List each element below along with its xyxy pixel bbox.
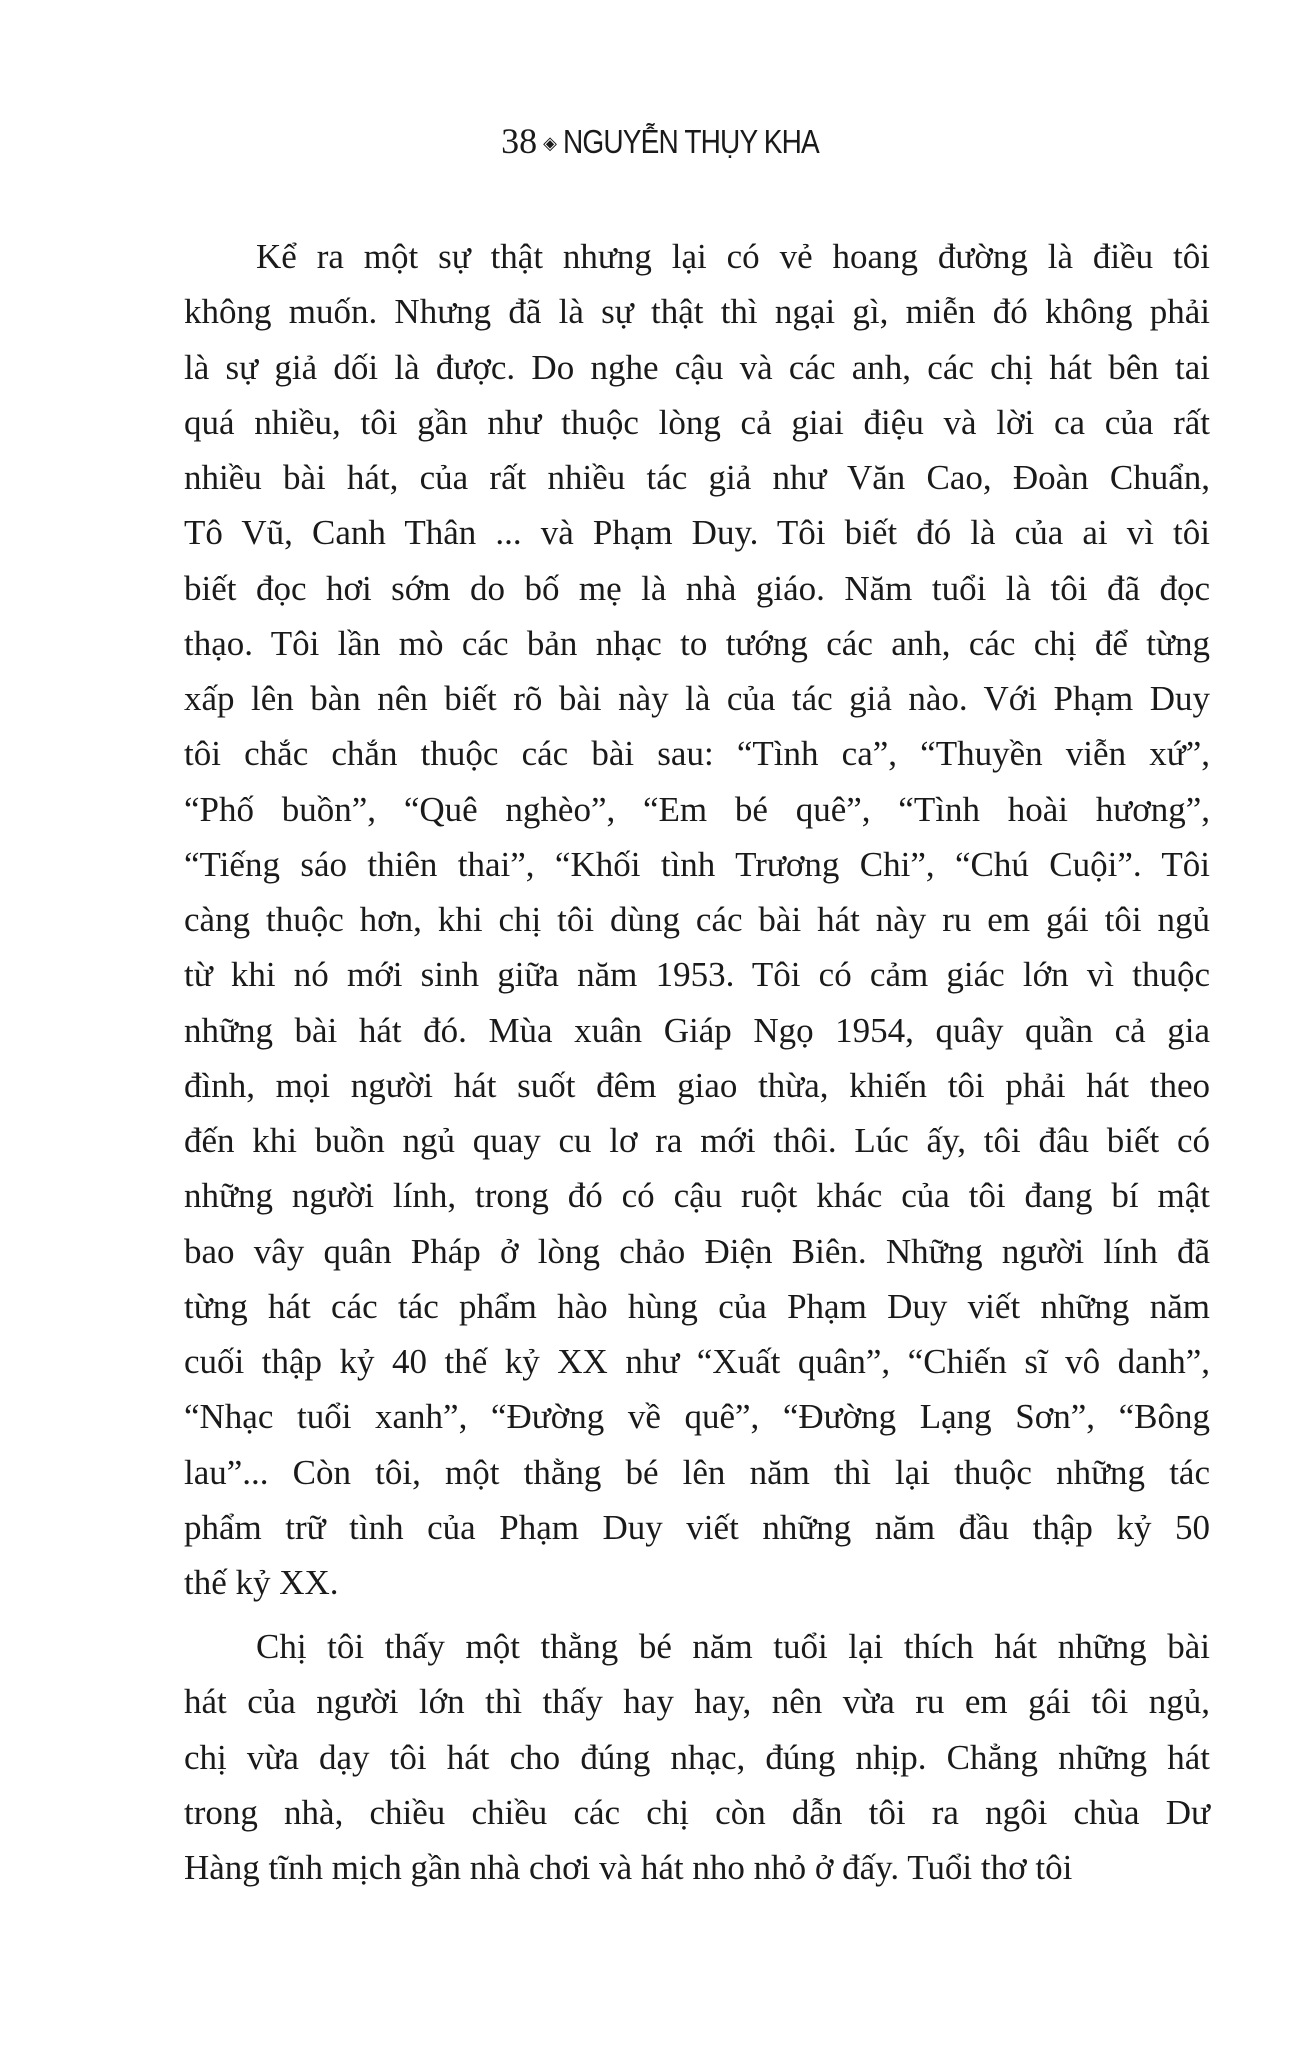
text-line: bao vây quân Pháp ở lòng chảo Điện Biên. Những người lính đã xyxy=(184,1231,1210,1271)
author-name: NGUYỄN THỤY KHA xyxy=(562,123,819,160)
text-line: quá nhiều, tôi gần như thuộc lòng cả giai điệu và lời ca của rất xyxy=(184,402,1210,442)
page-number: 38 xyxy=(501,121,538,161)
text-line: chị vừa dạy tôi hát cho đúng nhạc, đúng nhịp. Chẳng những hát xyxy=(184,1737,1210,1777)
text-line: từng hát các tác phẩm hào hùng của Phạm Duy viết những năm xyxy=(184,1286,1210,1326)
text-line: đình, mọi người hát suốt đêm giao thừa, khiến tôi phải hát theo xyxy=(184,1065,1210,1105)
text-line: từ khi nó mới sinh giữa năm 1953. Tôi có cảm giác lớn vì thuộc xyxy=(184,955,1210,995)
text-line: lau”... Còn tôi, một thằng bé lên năm thì lại thuộc những tác xyxy=(184,1452,1210,1492)
text-line: biết đọc hơi sớm do bố mẹ là nhà giáo. Năm tuổi là tôi đã đọc xyxy=(184,568,1210,608)
text-line: tôi chắc chắn thuộc các bài sau: “Tình ca”, “Thuyền viễn xứ”, xyxy=(184,734,1210,774)
text-line: là sự giả dối là được. Do nghe cậu và các anh, các chị hát bên tai xyxy=(184,347,1210,387)
diamond-ornament-icon: ◈ xyxy=(543,133,557,154)
text-line: Hàng tĩnh mịch gần nhà chơi và hát nho nhỏ ở đấy. Tuổi thơ tôi xyxy=(184,1848,1073,1887)
text-line: Chị tôi thấy một thằng bé năm tuổi lại thích hát những bài xyxy=(256,1627,1210,1666)
text-line: càng thuộc hơn, khi chị tôi dùng các bài hát này ru em gái tôi ngủ xyxy=(184,900,1210,939)
text-line: cuối thập kỷ 40 thế kỷ XX như “Xuất quân”, “Chiến sĩ vô danh”, xyxy=(184,1342,1210,1381)
text-line: đến khi buồn ngủ quay cu lơ ra mới thôi. Lúc ấy, tôi đâu biết có xyxy=(184,1121,1210,1160)
text-line: “Nhạc tuổi xanh”, “Đường về quê”, “Đường Lạng Sơn”, “Bông xyxy=(184,1397,1210,1437)
text-line: Tô Vũ, Canh Thân ... và Phạm Duy. Tôi biết đó là của ai vì tôi xyxy=(184,513,1210,553)
text-line: “Phố buồn”, “Quê nghèo”, “Em bé quê”, “Tình hoài hương”, xyxy=(184,789,1210,829)
text-line: thạo. Tôi lần mò các bản nhạc to tướng các anh, các chị để từng xyxy=(184,623,1210,663)
text-line: Kể ra một sự thật nhưng lại có vẻ hoang đường là điều tôi xyxy=(256,237,1210,276)
text-line: hát của người lớn thì thấy hay hay, nên vừa ru em gái tôi ngủ, xyxy=(184,1682,1210,1722)
text-line: trong nhà, chiều chiều các chị còn dẫn tôi ra ngôi chùa Dư xyxy=(184,1792,1210,1832)
text-line: những bài hát đó. Mùa xuân Giáp Ngọ 1954, quây quần cả gia xyxy=(184,1010,1210,1050)
text-line: thế kỷ XX. xyxy=(184,1563,339,1602)
text-line: những người lính, trong đó có cậu ruột khác của tôi đang bí mật xyxy=(184,1176,1210,1216)
text-line: “Tiếng sáo thiên thai”, “Khối tình Trương Chi”, “Chú Cuội”. Tôi xyxy=(184,844,1210,884)
text-line: nhiều bài hát, của rất nhiều tác giả như Văn Cao, Đoàn Chuẩn, xyxy=(184,458,1210,497)
text-line: xấp lên bàn nên biết rõ bài này là của tác giả nào. Với Phạm Duy xyxy=(184,679,1210,718)
text-line: không muốn. Nhưng đã là sự thật thì ngại gì, miễn đó không phải xyxy=(184,292,1210,332)
running-header xyxy=(0,120,1315,162)
paragraph-1 xyxy=(184,229,1210,1610)
paragraph-2 xyxy=(184,1619,1210,1895)
text-line: phẩm trữ tình của Phạm Duy viết những năm đầu thập kỷ 50 xyxy=(184,1507,1210,1547)
